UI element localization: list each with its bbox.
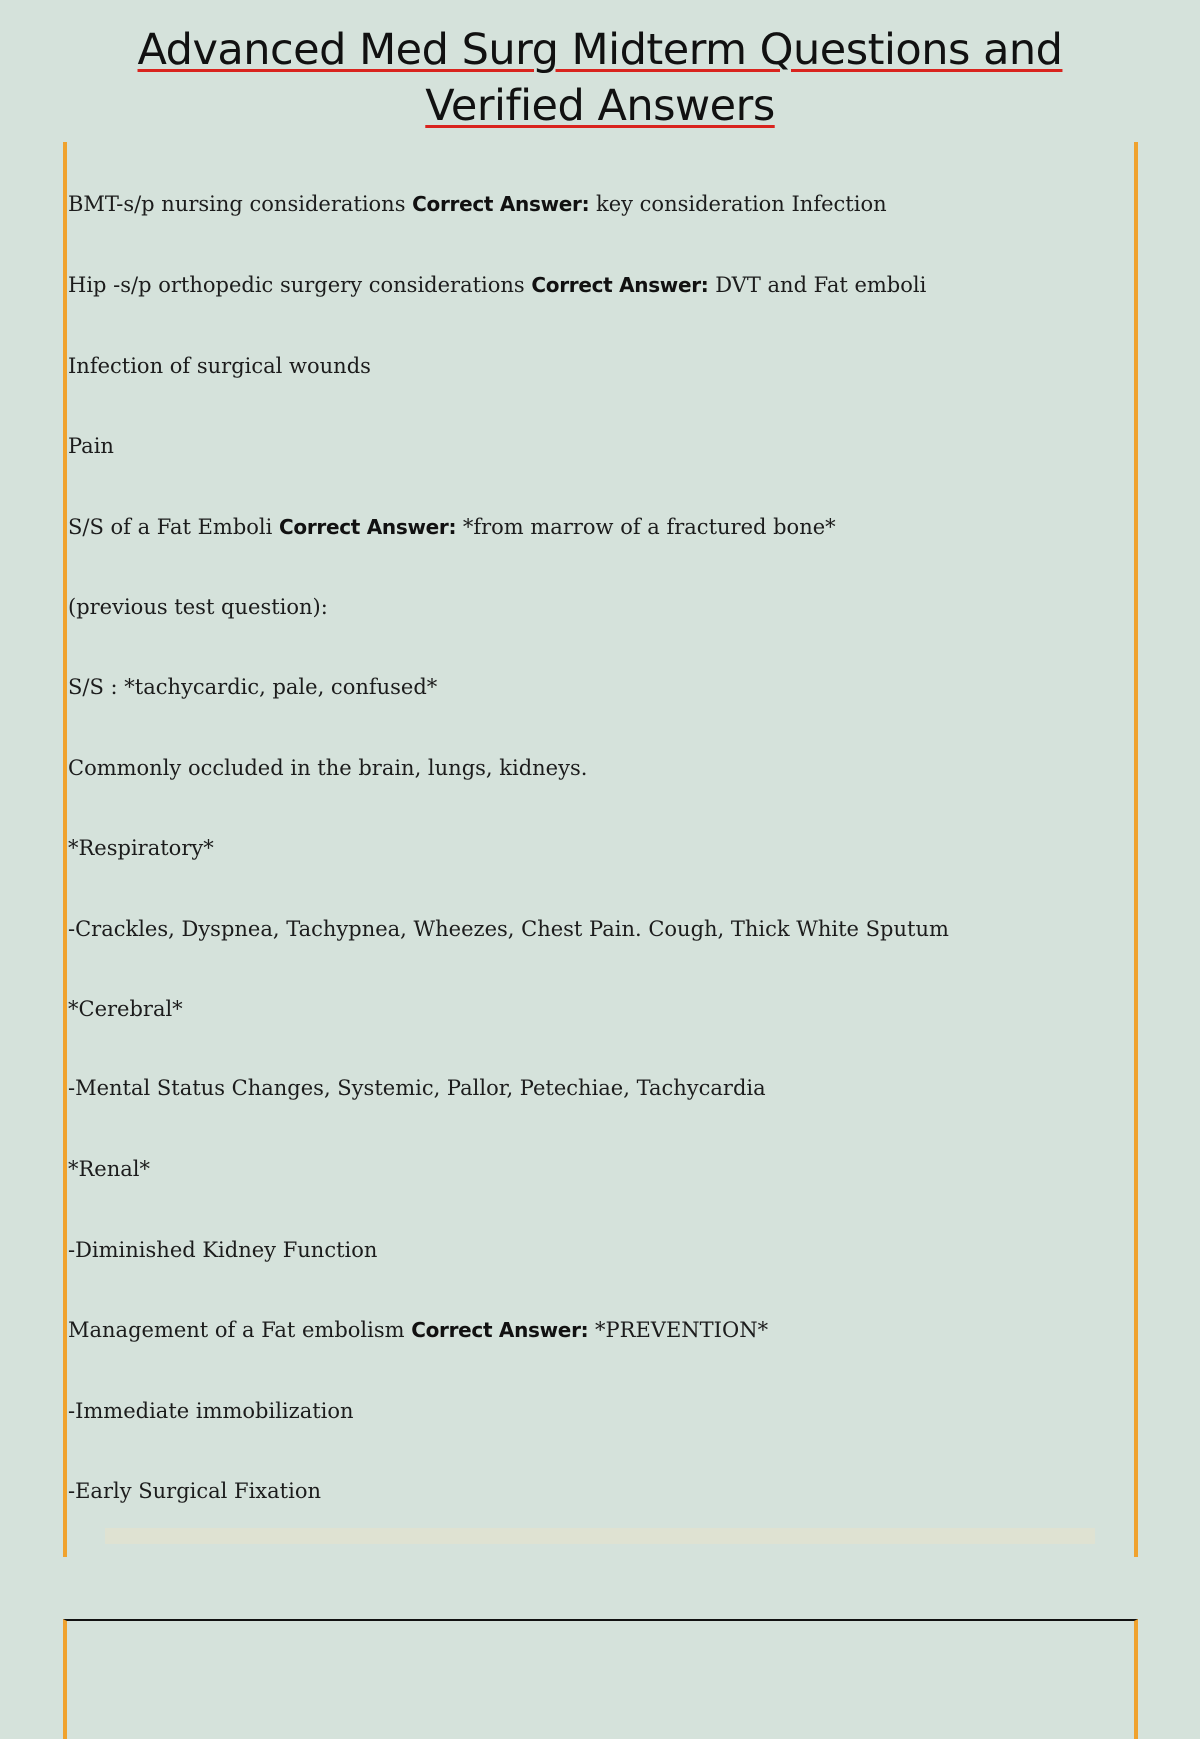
text-line: *Renal* xyxy=(68,1157,151,1181)
text-line: S/S : *tachycardic, pale, confused* xyxy=(68,675,438,699)
text-line: Hip -s/p orthopedic surgery considerations Correct Answer: DVT and Fat emboli xyxy=(68,273,927,297)
next-page-frame xyxy=(63,1619,1138,1739)
text-line: (previous test question): xyxy=(68,595,328,619)
text-line: -Mental Status Changes, Systemic, Pallor, Petechiae, Tachycardia xyxy=(68,1076,766,1100)
text-line: -Early Surgical Fixation xyxy=(68,1479,321,1503)
correct-answer-label: Correct Answer: xyxy=(531,273,709,297)
text-line: Management of a Fat embolism Correct Answer: *PREVENTION* xyxy=(68,1318,769,1342)
text-line: Commonly occluded in the brain, lungs, kidneys. xyxy=(68,756,588,780)
correct-answer-label: Correct Answer: xyxy=(279,515,457,539)
text-line: -Immediate immobilization xyxy=(68,1399,354,1423)
text-line: Pain xyxy=(68,434,114,458)
text-line: *Respiratory* xyxy=(68,836,214,860)
text-line: S/S of a Fat Emboli Correct Answer: *from marrow of a fractured bone* xyxy=(68,515,836,539)
correct-answer-label: Correct Answer: xyxy=(411,1318,589,1342)
correct-answer-label: Correct Answer: xyxy=(412,192,590,216)
text-line: -Crackles, Dyspnea, Tachypnea, Wheezes, Chest Pain. Cough, Thick White Sputum xyxy=(68,917,949,941)
text-line: BMT-s/p nursing considerations Correct Answer: key consideration Infection xyxy=(68,192,887,216)
title-line-1: Advanced Med Surg Midterm Questions and xyxy=(137,25,1063,75)
title-line-2: Verified Answers xyxy=(425,81,775,131)
text-line: Infection of surgical wounds xyxy=(68,354,371,378)
frame-bottom-band xyxy=(105,1528,1095,1544)
document-title xyxy=(60,22,1140,134)
text-line: -Diminished Kidney Function xyxy=(68,1238,378,1262)
text-line: *Cerebral* xyxy=(68,997,183,1021)
